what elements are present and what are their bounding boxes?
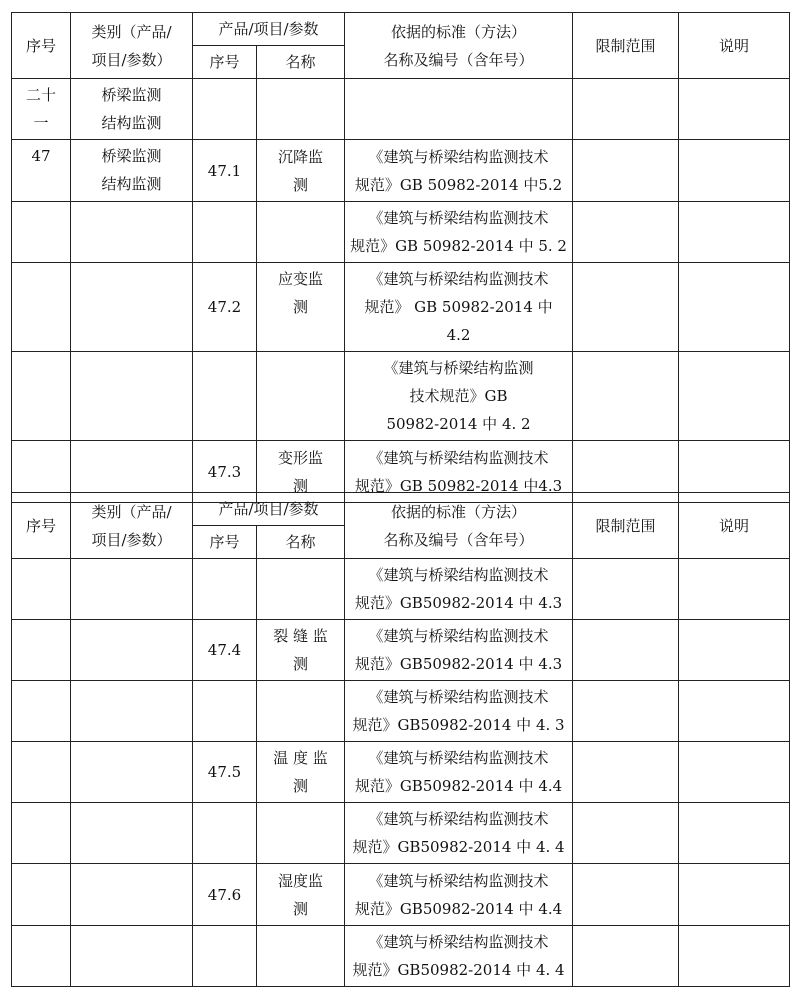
cell-name	[257, 202, 345, 263]
cell-seq	[12, 352, 71, 441]
cell-seq: 二十 一	[12, 79, 71, 140]
header-note: 说明	[679, 13, 790, 79]
cell-note	[679, 620, 790, 681]
cell-note	[679, 864, 790, 926]
cell-standard: 《建筑与桥梁结构监测技术 规范》GB50982-2014 中 4. 3	[345, 681, 573, 742]
cell-standard: 《建筑与桥梁结构监测技术 规范》GB50982-2014 中 4.4	[345, 864, 573, 926]
table-row	[12, 803, 790, 864]
cell-name: 沉降监 测	[257, 140, 345, 202]
cell-note	[679, 926, 790, 987]
cell-sub-seq	[193, 926, 257, 987]
cell-note	[679, 140, 790, 202]
cell-standard: 《建筑与桥梁结构监测技术 规范》GB 50982-2014 中5.2	[345, 140, 573, 202]
cell-standard: 《建筑与桥梁结构监测技术 规范》GB 50982-2014 中 5. 2	[345, 202, 573, 263]
cell-sub-seq	[193, 352, 257, 441]
cell-limit	[573, 140, 679, 202]
header-standard: 依据的标准（方法） 名称及编号（含年号）	[345, 493, 573, 559]
cell-note	[679, 202, 790, 263]
cell-note	[679, 263, 790, 352]
cell-note	[679, 803, 790, 864]
cell-category	[71, 803, 193, 864]
cell-standard: 《建筑与桥梁结构监测技术 规范》GB50982-2014 中 4.4	[345, 742, 573, 803]
cell-name	[257, 559, 345, 620]
cell-name	[257, 926, 345, 987]
header-product-group: 产品/项目/参数	[193, 13, 345, 46]
cell-category	[71, 263, 193, 352]
cell-note	[679, 742, 790, 803]
cell-sub-seq: 47.2	[193, 263, 257, 352]
cell-seq	[12, 864, 71, 926]
cell-category	[71, 926, 193, 987]
cell-seq	[12, 926, 71, 987]
table-row	[12, 79, 790, 140]
header-seq: 序号	[12, 493, 71, 559]
cell-sub-seq: 47.5	[193, 742, 257, 803]
cell-note	[679, 681, 790, 742]
cell-seq: 47	[12, 140, 71, 202]
cell-category	[71, 681, 193, 742]
cell-standard: 《建筑与桥梁结构监测技术 规范》GB 50982-2014 中4.3	[345, 441, 573, 503]
cell-sub-seq: 47.3	[193, 441, 257, 503]
table-row	[12, 352, 790, 441]
cell-seq	[12, 681, 71, 742]
cell-standard	[345, 79, 573, 140]
cell-limit	[573, 79, 679, 140]
cell-seq	[12, 742, 71, 803]
cell-name	[257, 352, 345, 441]
standards-table-1	[11, 12, 790, 503]
cell-name	[257, 681, 345, 742]
cell-category	[71, 620, 193, 681]
cell-sub-seq: 47.4	[193, 620, 257, 681]
table-row	[12, 263, 790, 352]
cell-sub-seq	[193, 803, 257, 864]
cell-sub-seq	[193, 79, 257, 140]
cell-sub-seq	[193, 681, 257, 742]
cell-name: 变形监 测	[257, 441, 345, 503]
cell-standard: 《建筑与桥梁结构监测技术 规范》GB50982-2014 中 4. 4	[345, 926, 573, 987]
cell-standard: 《建筑与桥梁结构监测 技术规范》GB 50982-2014 中 4. 2	[345, 352, 573, 441]
header-standard: 依据的标准（方法） 名称及编号（含年号）	[345, 13, 573, 79]
cell-name: 湿度监 测	[257, 864, 345, 926]
cell-seq	[12, 263, 71, 352]
standards-table-2	[11, 492, 790, 987]
cell-category	[71, 559, 193, 620]
table-row	[12, 864, 790, 926]
cell-seq	[12, 559, 71, 620]
cell-standard: 《建筑与桥梁结构监测技术 规范》GB50982-2014 中 4. 4	[345, 803, 573, 864]
header-seq: 序号	[12, 13, 71, 79]
header-limit: 限制范围	[573, 493, 679, 559]
table-row	[12, 559, 790, 620]
header-limit: 限制范围	[573, 13, 679, 79]
header-category: 类别（产品/ 项目/参数）	[71, 13, 193, 79]
cell-sub-seq	[193, 559, 257, 620]
cell-category: 桥梁监测 结构监测	[71, 140, 193, 202]
cell-standard: 《建筑与桥梁结构监测技术 规范》GB50982-2014 中 4.3	[345, 620, 573, 681]
cell-note	[679, 352, 790, 441]
cell-name	[257, 803, 345, 864]
header-category: 类别（产品/ 项目/参数）	[71, 493, 193, 559]
cell-name	[257, 79, 345, 140]
table-row	[12, 926, 790, 987]
cell-seq	[12, 202, 71, 263]
cell-limit	[573, 263, 679, 352]
cell-sub-seq: 47.1	[193, 140, 257, 202]
cell-category	[71, 352, 193, 441]
cell-limit	[573, 620, 679, 681]
cell-sub-seq	[193, 202, 257, 263]
cell-limit	[573, 926, 679, 987]
header-note: 说明	[679, 493, 790, 559]
table-row	[12, 742, 790, 803]
cell-limit	[573, 864, 679, 926]
header-name: 名称	[257, 526, 345, 559]
table-row	[12, 620, 790, 681]
cell-note	[679, 559, 790, 620]
header-sub-seq: 序号	[193, 526, 257, 559]
header-sub-seq: 序号	[193, 46, 257, 79]
table-row	[12, 681, 790, 742]
cell-category	[71, 864, 193, 926]
cell-sub-seq: 47.6	[193, 864, 257, 926]
cell-category	[71, 742, 193, 803]
cell-limit	[573, 202, 679, 263]
cell-limit	[573, 681, 679, 742]
cell-limit	[573, 803, 679, 864]
table-row	[12, 140, 790, 202]
cell-standard: 《建筑与桥梁结构监测技术 规范》 GB 50982-2014 中 4.2	[345, 263, 573, 352]
cell-category	[71, 202, 193, 263]
cell-limit	[573, 352, 679, 441]
cell-seq	[12, 803, 71, 864]
cell-name: 温 度 监 测	[257, 742, 345, 803]
cell-name: 裂 缝 监 测	[257, 620, 345, 681]
cell-standard: 《建筑与桥梁结构监测技术 规范》GB50982-2014 中 4.3	[345, 559, 573, 620]
table-row	[12, 202, 790, 263]
cell-category: 桥梁监测 结构监测	[71, 79, 193, 140]
cell-name: 应变监 测	[257, 263, 345, 352]
header-product-group: 产品/项目/参数	[193, 493, 345, 526]
cell-seq	[12, 620, 71, 681]
cell-note	[679, 79, 790, 140]
cell-limit	[573, 742, 679, 803]
cell-limit	[573, 559, 679, 620]
header-name: 名称	[257, 46, 345, 79]
